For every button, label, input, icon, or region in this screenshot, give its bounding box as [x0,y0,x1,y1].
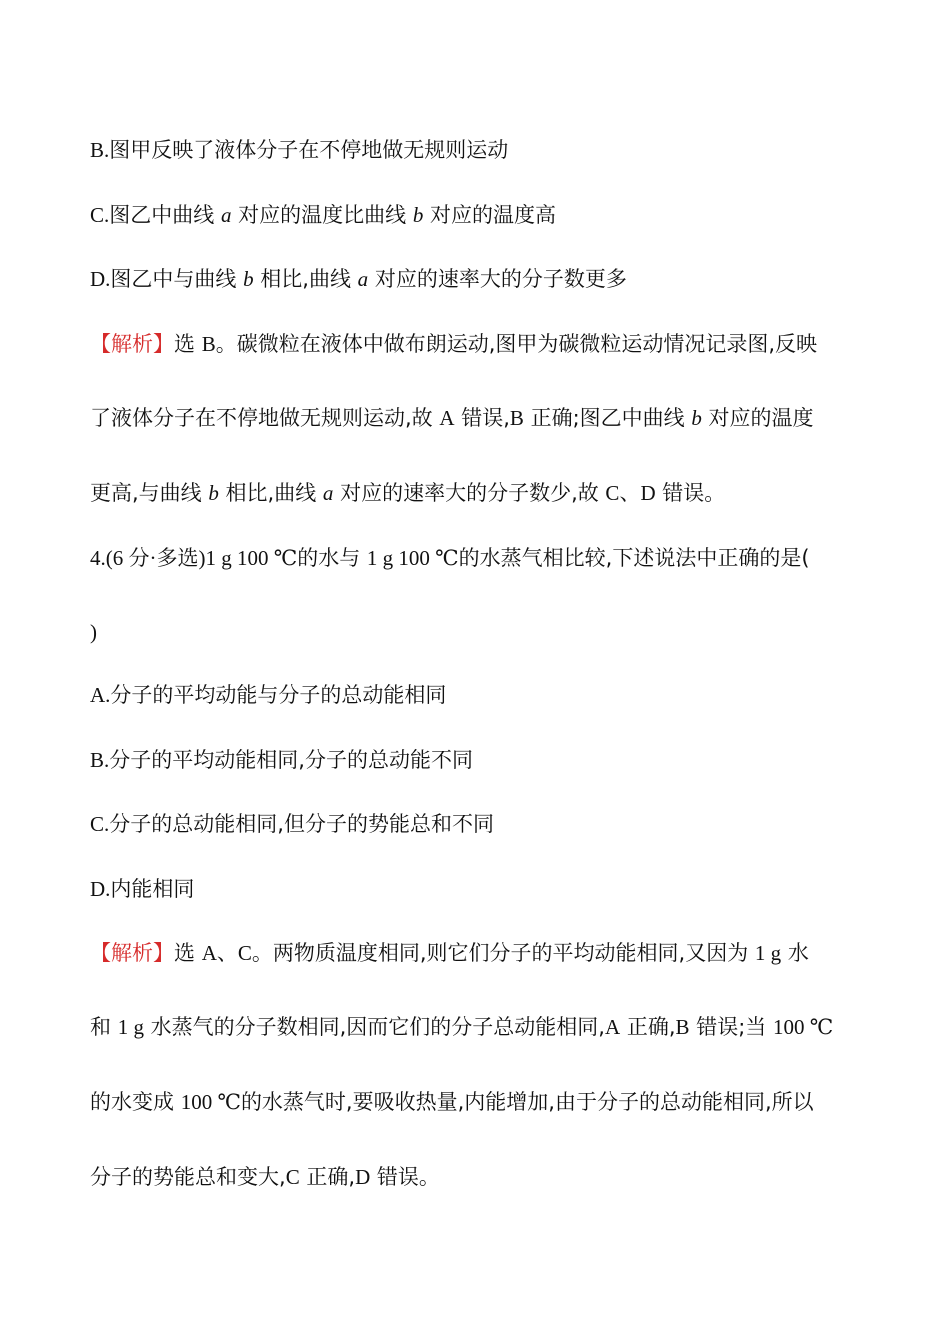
q4-analysis-text: 的水变成 [90,1090,181,1114]
q3-analysis-text: 相比,曲线 [218,481,323,505]
q3-option-b-letter: B. [90,138,110,162]
q4-analysis-text: 。两物质温度相同,则它们分子的平均动能相同,又因为 [251,941,755,965]
q3-option-d-var-a: a [357,267,369,291]
q3-option-d-letter: D. [90,267,111,291]
q4-analysis-letter: C [285,1165,300,1189]
q3-option-c-var-b: b [412,203,424,227]
q4-option-d [90,875,870,903]
q3-analysis-text: 错误。 [655,481,726,505]
q3-analysis-text: 更高,与曲线 [90,481,209,505]
q4-analysis-text: 错误;当 [689,1015,773,1039]
q4-option-a [90,681,870,709]
q3-option-c-text-2: 对应的温度比曲线 [231,203,413,227]
q4-analysis-text: 正确, [620,1015,676,1039]
q4-analysis-quantity: 100 ℃ [180,1090,241,1114]
q3-analysis-text: 对应的速率大的分子数少,故 [333,481,606,505]
q4-analysis-quantity: 1 g [117,1015,144,1039]
q3-analysis-var: b [691,406,702,430]
q4-analysis-line-3 [90,1088,870,1116]
q3-analysis-text: 错误, [454,406,510,430]
q3-analysis-line-1 [90,330,870,358]
q4-option-c [90,810,870,838]
q3-analysis-tag: 【解析】 [90,332,174,356]
q3-analysis-line-3 [90,479,870,507]
q3-analysis-letter: A [439,406,455,430]
q4-stem-line-1 [90,544,870,572]
q4-option-a-letter: A. [90,683,111,707]
q3-option-d [90,265,870,293]
q4-analysis-answer: C [237,941,252,965]
q4-stem-quantity: 1 g 100 ℃ [366,546,459,570]
q3-option-d-text-1: 图乙中与曲线 [110,267,244,291]
q3-analysis-text: 了液体分子在不停地做无规则运动,故 [90,406,440,430]
q4-stem-text: 的水与 [297,546,367,570]
q3-option-c-var-a: a [220,203,232,227]
q3-analysis-text: 对应的温度 [701,406,814,430]
q3-option-b-text: 图甲反映了液体分子在不停地做无规则运动 [109,138,509,162]
q3-option-b [90,136,870,164]
q4-analysis-text: 的水蒸气时,要吸收热量,内能增加,由于分子的总动能相同,所以 [240,1090,814,1114]
q3-option-d-text-3: 对应的速率大的分子数更多 [368,267,627,291]
q4-option-c-letter: C. [90,812,110,836]
q3-option-c-letter: C. [90,203,110,227]
q3-option-d-text-2: 相比,曲线 [253,267,358,291]
q4-analysis-text: 水蒸气的分子数相同,因而它们的分子总动能相同, [143,1015,605,1039]
q3-analysis-var: b [208,481,219,505]
q3-option-c [90,201,870,229]
q4-analysis-text: 正确, [299,1165,356,1189]
q4-analysis-letter: B [675,1015,690,1039]
q4-analysis-text: 水 [781,941,809,965]
q3-option-c-text-3: 对应的温度高 [423,203,556,227]
q4-analysis-text: 和 [90,1015,118,1039]
q4-analysis-line-2 [90,1013,870,1041]
q3-analysis-text: 、 [619,481,641,505]
q3-analysis-letter: B [509,406,524,430]
q3-analysis-text: 正确;图乙中曲线 [523,406,692,430]
q3-analysis-letter: C [605,481,620,505]
q3-analysis-answer: B [201,332,216,356]
q4-analysis-text: 、 [216,941,238,965]
q4-stem-close-paren: ) [90,620,97,644]
q3-analysis-line-2 [90,404,870,432]
q4-analysis-text: 分子的势能总和变大, [90,1165,286,1189]
q4-analysis-text: 选 [174,941,202,965]
q4-analysis-letter: D [355,1165,371,1189]
q4-option-d-letter: D. [90,877,111,901]
q4-stem-line-2 [90,618,870,646]
q4-option-b-text: 分子的平均动能相同,分子的总动能不同 [109,748,473,772]
q3-analysis-text: 选 [174,332,202,356]
q3-option-d-var-b: b [243,267,254,291]
q3-analysis-letter: D [640,481,656,505]
q4-option-a-text: 分子的平均动能与分子的总动能相同 [110,683,447,707]
q4-option-b-letter: B. [90,748,110,772]
q4-analysis-text: 错误。 [370,1165,440,1189]
q3-analysis-var: a [322,481,334,505]
q4-option-b [90,746,870,774]
q4-analysis-letter: A [604,1015,621,1039]
q4-analysis-quantity: 100 ℃ [772,1015,834,1039]
q4-option-d-text: 内能相同 [110,877,195,901]
q4-analysis-line-1 [90,939,870,967]
q3-option-c-text-1: 图乙中曲线 [109,203,221,227]
q4-analysis-line-4 [90,1163,870,1191]
q4-option-c-text: 分子的总动能相同,但分子的势能总和不同 [109,812,494,836]
q3-analysis-text: 。碳微粒在液体中做布朗运动,图甲为碳微粒运动情况记录图,反映 [215,332,818,356]
q4-stem-number: 4.(6 分·多选)1 g 100 ℃ [90,546,298,570]
q4-analysis-tag: 【解析】 [90,941,174,965]
q4-analysis-answer: A [201,941,217,965]
q4-analysis-quantity: 1 g [754,941,782,965]
q4-stem-text: 的水蒸气相比较,下述说法中正确的是( [458,546,810,570]
